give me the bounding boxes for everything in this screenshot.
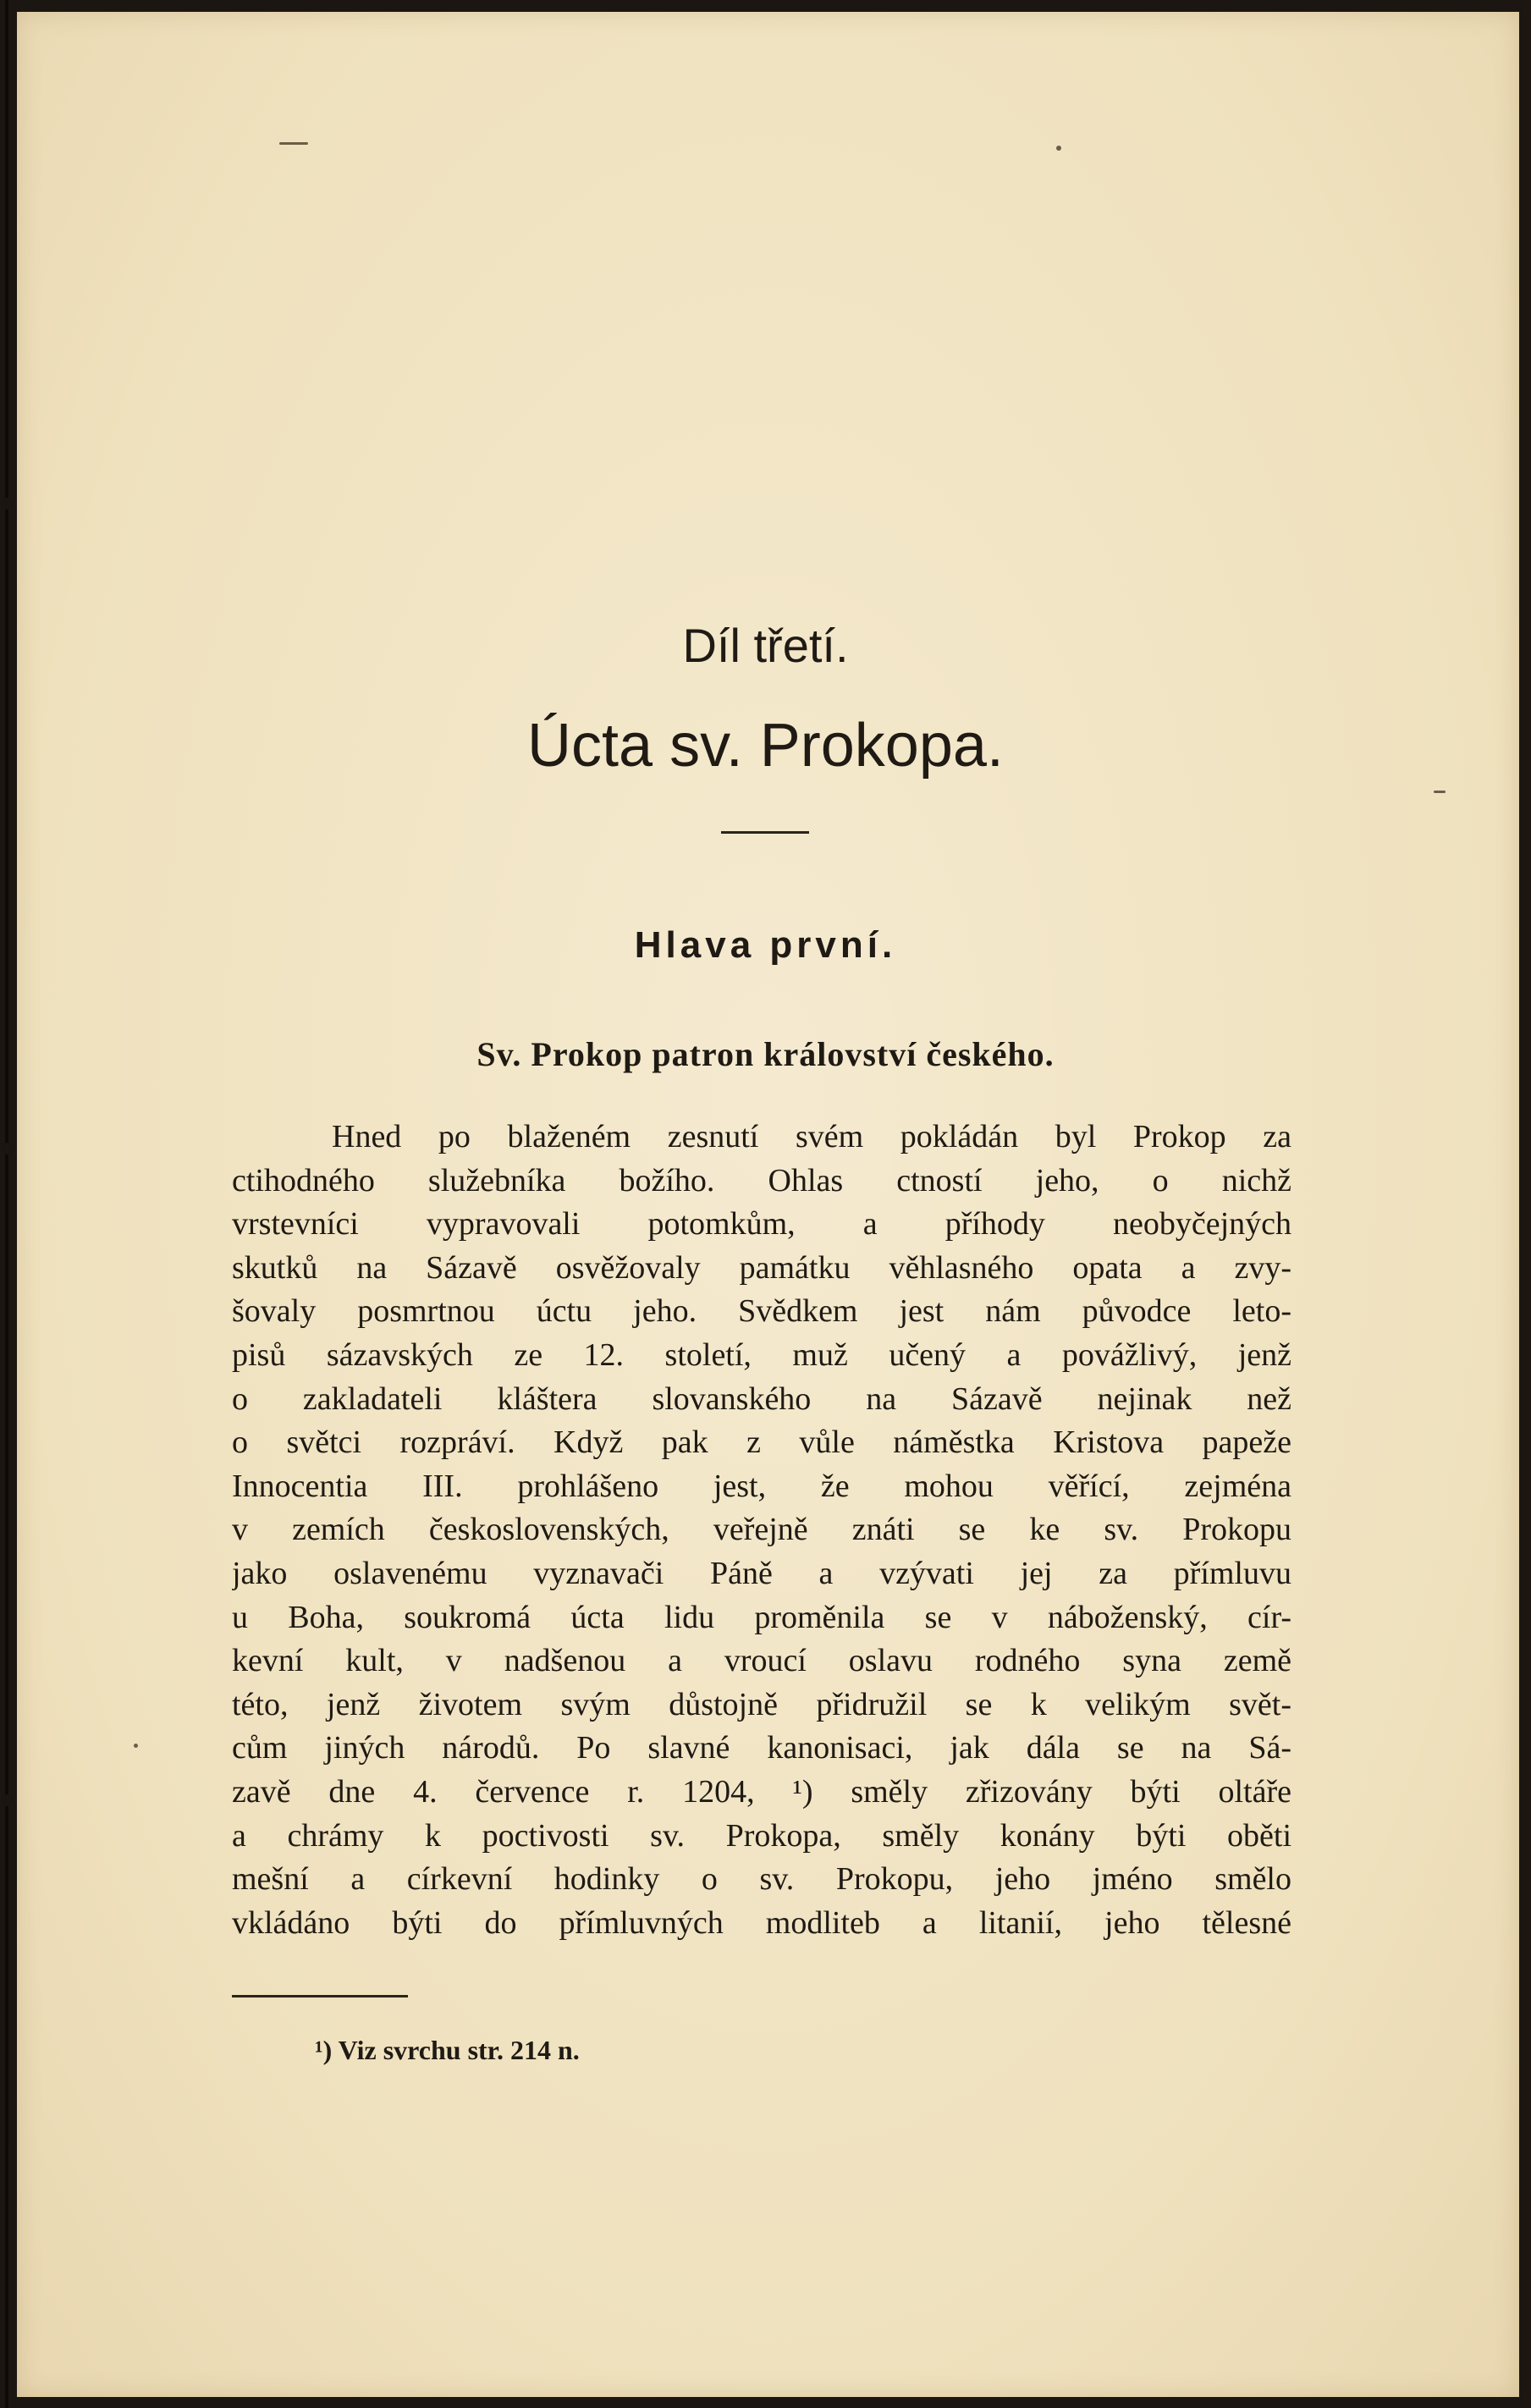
text-line: Innocentia III. prohlášeno jest, že mohou věřící, zejména — [232, 1468, 1291, 1504]
footnote-divider — [232, 1995, 408, 1997]
text-line: této, jenž životem svým důstojně přidružil se k velikým svět- — [232, 1686, 1291, 1722]
text-line: skutků na Sázavě osvěžovaly památku věhlasného opata a zvy- — [232, 1249, 1291, 1286]
text-line: kevní kult, v nadšenou a vroucí oslavu rodného syna země — [232, 1643, 1291, 1679]
text-line: ctihodného služebníka božího. Ohlas ctností jeho, o nichž — [232, 1162, 1291, 1198]
margin-mark — [2, 1143, 14, 1154]
section-heading: Sv. Prokop patron království českého. — [476, 1035, 1055, 1073]
body-paragraph — [232, 1116, 1291, 1945]
text-line: o zakladateli kláštera slovanského na Sázavě nejinak než — [232, 1380, 1291, 1417]
part-title: Díl třetí. — [682, 619, 849, 672]
footnote — [315, 2035, 580, 2066]
text-line: pisů sázavských ze 12. století, muž učený a povážlivý, jenž — [232, 1336, 1291, 1373]
text-line: Hned po blaženém zesnutí svém pokládán byl Prokop za — [332, 1119, 1291, 1154]
text-line: v zemích československých, veřejně znáti se ke sv. Prokopu — [232, 1512, 1291, 1548]
text-line: vkládáno býti do přímluvných modliteb a litanií, jeho tělesné — [232, 1904, 1291, 1941]
main-title: Úcta sv. Prokopa. — [527, 712, 1004, 780]
paper-speck — [279, 142, 308, 145]
text-line: vrstevníci vypravovali potomkům, a příhody neobyčejných — [232, 1206, 1291, 1243]
paper-speck — [1434, 791, 1446, 793]
text-line: o světci rozpráví. Když pak z vůle náměstka Kristova papeže — [232, 1424, 1291, 1461]
text-line: a chrámy k poctivosti sv. Prokopa, směly konány býti oběti — [232, 1817, 1291, 1854]
text-line: šovaly posmrtnou úctu jeho. Svědkem jest nám původce leto- — [232, 1293, 1291, 1330]
paper-speck — [1056, 146, 1061, 151]
text-line: cům jiných národů. Po slavné kanonisaci, jak dála se na Sá- — [232, 1730, 1291, 1766]
margin-mark — [2, 498, 14, 510]
title-divider — [721, 831, 809, 834]
binding-edge — [5, 0, 8, 2408]
chapter-heading: Hlava první. — [634, 924, 897, 966]
text-line: mešní a církevní hodinky o sv. Prokopu, jeho jméno smělo — [232, 1861, 1291, 1898]
text-line: jako oslavenému vyznavači Páně a vzývati jej za přímluvu — [232, 1555, 1291, 1591]
margin-mark — [2, 1794, 14, 1806]
text-line: u Boha, soukromá úcta lidu proměnila se v náboženský, cír- — [232, 1599, 1291, 1635]
footnote-text: Viz svrchu str. 214 n. — [338, 2035, 580, 2065]
paper-speck — [134, 1744, 138, 1748]
text-line: zavě dne 4. července r. 1204, ¹) směly zřizovány býti oltáře — [232, 1773, 1291, 1810]
footnote-marker: ¹) — [315, 2035, 333, 2065]
